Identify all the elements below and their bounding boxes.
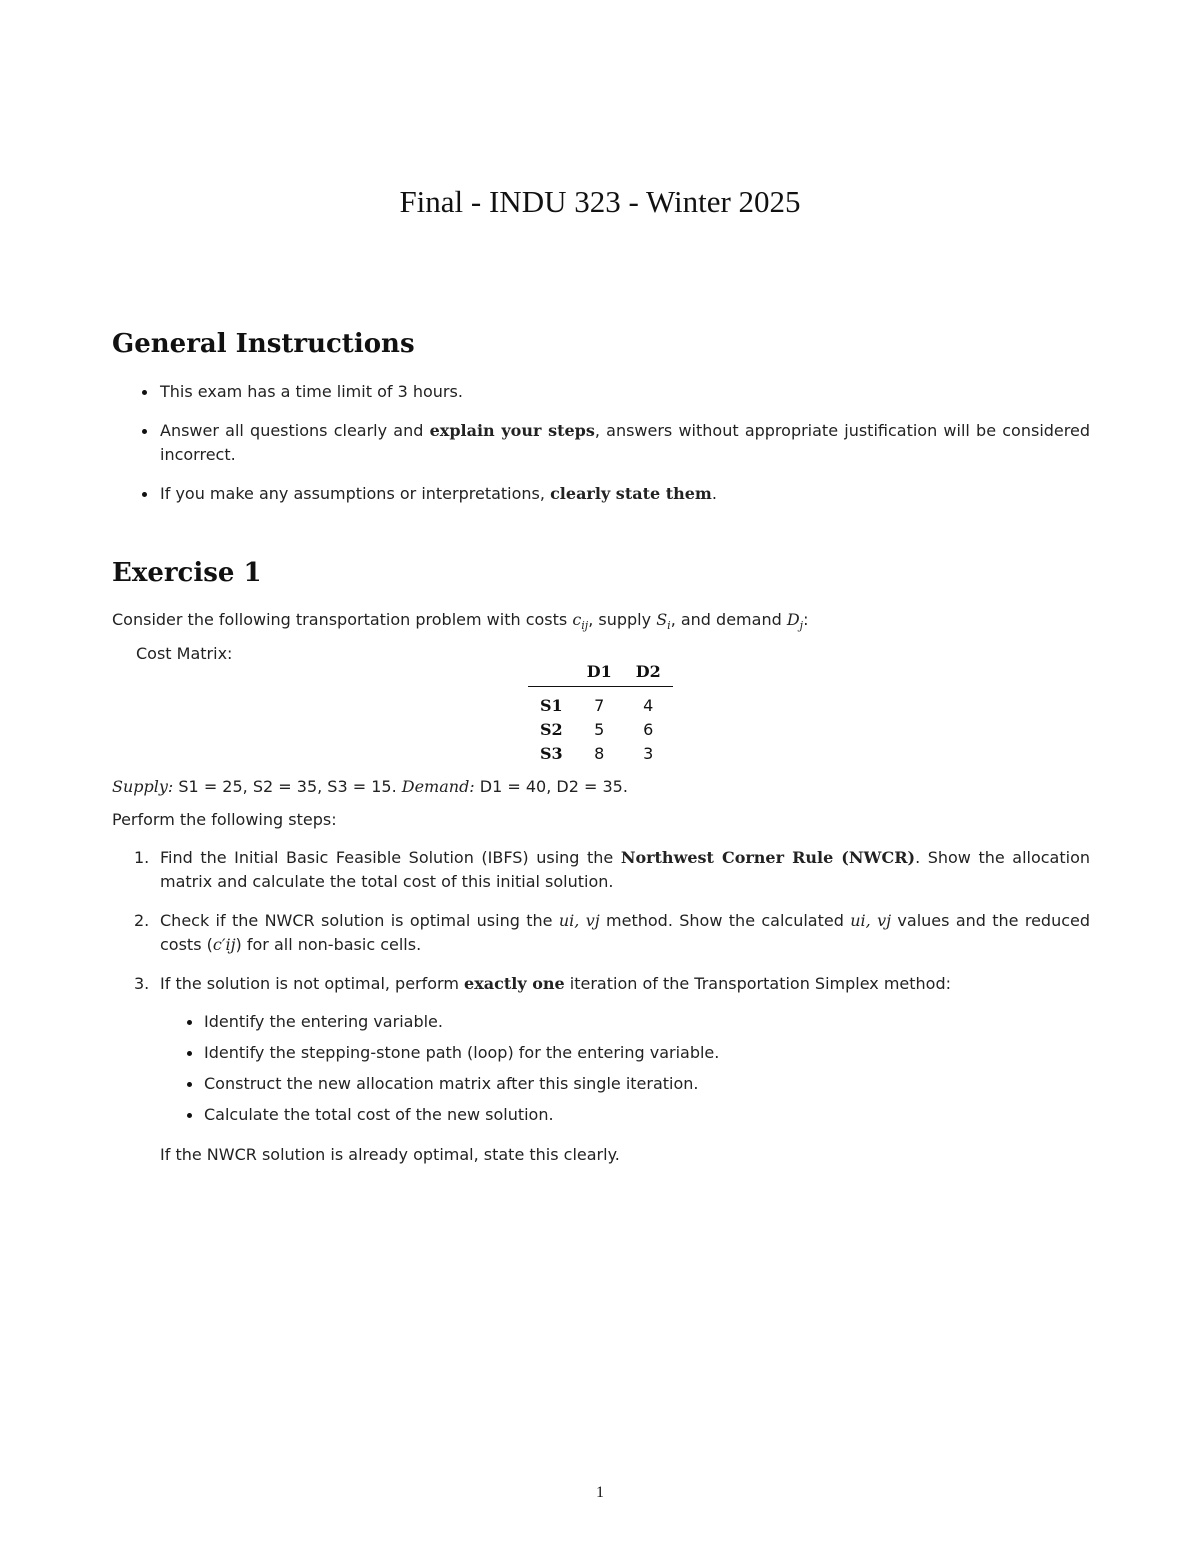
demand-label: Demand: bbox=[401, 777, 475, 796]
table-row bbox=[528, 741, 673, 765]
step-text: ) for all non-basic cells. bbox=[235, 935, 422, 954]
instruction-text: Answer all questions clearly and bbox=[160, 421, 430, 440]
instruction-text: , answers without appropriate justification will be considered incorrect. bbox=[160, 421, 1090, 464]
reduced-cost-symbol: c′ij bbox=[212, 935, 236, 954]
step-text: Find the Initial Basic Feasible Solution (IBFS) using the bbox=[160, 848, 621, 867]
page-number: 1 bbox=[596, 1484, 604, 1501]
table-cell: 6 bbox=[643, 719, 654, 739]
row-header: S1 bbox=[540, 695, 563, 715]
list-item: Identify the stepping-stone path (loop) for the entering variable. bbox=[160, 1041, 1090, 1065]
table-cell: 8 bbox=[594, 743, 605, 763]
uv-symbol: ui, vj bbox=[558, 911, 600, 930]
iteration-substeps bbox=[160, 1010, 1090, 1127]
step-text: Check if the NWCR solution is optimal using the bbox=[160, 911, 559, 930]
supply-demand-line: Supply: S1 = 25, S2 = 35, S3 = 15. Demand: D1 = 40, D2 = 35. bbox=[112, 777, 628, 796]
instruction-emphasis: clearly state them bbox=[550, 484, 712, 503]
exercise-heading: Exercise 1 bbox=[112, 558, 262, 588]
list-item bbox=[112, 419, 1090, 467]
table-cell: 7 bbox=[594, 695, 605, 715]
step-emphasis: Northwest Corner Rule (NWCR) bbox=[620, 848, 916, 867]
cost-matrix-label: Cost Matrix: bbox=[136, 644, 233, 663]
perform-steps-label: Perform the following steps: bbox=[112, 810, 337, 829]
instruction-time-limit: This exam has a time limit of 3 hours. bbox=[160, 382, 463, 401]
supply-value: S1 = 25 bbox=[178, 777, 243, 796]
corner-cell bbox=[528, 656, 575, 687]
table-cell: 3 bbox=[643, 743, 654, 763]
step-number: 2. bbox=[134, 911, 150, 930]
uv-symbol: ui, vj bbox=[850, 911, 892, 930]
step-number: 3. bbox=[134, 974, 150, 993]
step-text: . Show the allocation matrix and calculate the total cost of this initial solution. bbox=[160, 848, 1091, 891]
cost-matrix-table bbox=[528, 656, 673, 765]
column-header: D2 bbox=[624, 656, 673, 687]
step-item bbox=[112, 972, 1090, 1127]
list-item: Calculate the total cost of the new solution. bbox=[160, 1103, 1090, 1127]
list-item bbox=[112, 380, 1090, 404]
supply-value: S3 = 15 bbox=[327, 777, 392, 796]
step-number: 1. bbox=[134, 848, 150, 867]
intro-text: Consider the following transportation problem with costs bbox=[112, 610, 573, 629]
column-header: D1 bbox=[575, 656, 624, 687]
exercise-intro bbox=[112, 608, 808, 638]
table-cell: 5 bbox=[594, 719, 605, 739]
demand-symbol: $D_j$ bbox=[786, 610, 804, 633]
page-title: Final - INDU 323 - Winter 2025 bbox=[399, 184, 801, 219]
step-text: iteration of the Transportation Simplex method: bbox=[564, 974, 952, 993]
list-item: Identify the entering variable. bbox=[160, 1010, 1090, 1034]
demand-value: D1 = 40 bbox=[479, 777, 547, 796]
table-cell: 4 bbox=[643, 695, 654, 715]
list-item: Construct the new allocation matrix after this single iteration. bbox=[160, 1072, 1090, 1096]
supply-value: S2 = 35 bbox=[252, 777, 318, 796]
step-emphasis: exactly one bbox=[464, 974, 565, 993]
list-item bbox=[112, 482, 1090, 506]
table-row bbox=[528, 717, 673, 741]
intro-text: : bbox=[803, 610, 809, 629]
row-header: S3 bbox=[540, 743, 563, 763]
instruction-emphasis: explain your steps bbox=[429, 421, 595, 440]
step-item bbox=[112, 909, 1090, 957]
supply-label: Supply: bbox=[112, 777, 174, 796]
closing-note: If the NWCR solution is already optimal, state this clearly. bbox=[160, 1145, 620, 1164]
table-row bbox=[528, 687, 673, 718]
intro-text: , and demand bbox=[670, 610, 787, 629]
demand-value: D2 = 35 bbox=[556, 777, 623, 796]
supply-symbol: $S_i$ bbox=[656, 610, 671, 633]
step-text: values and the reduced costs ( bbox=[160, 911, 1091, 954]
step-item bbox=[112, 846, 1090, 894]
steps-list bbox=[112, 846, 1090, 1142]
general-instructions-heading: General Instructions bbox=[112, 329, 415, 359]
row-header: S2 bbox=[540, 719, 563, 739]
step-text: method. Show the calculated bbox=[599, 911, 851, 930]
step-text: If the solution is not optimal, perform bbox=[160, 974, 465, 993]
cost-symbol: $c_{ij}$ bbox=[572, 610, 589, 633]
general-instructions-list bbox=[112, 380, 1090, 521]
instruction-text: . bbox=[711, 484, 717, 503]
intro-text: , supply bbox=[588, 610, 657, 629]
instruction-text: If you make any assumptions or interpretations, bbox=[160, 484, 551, 503]
